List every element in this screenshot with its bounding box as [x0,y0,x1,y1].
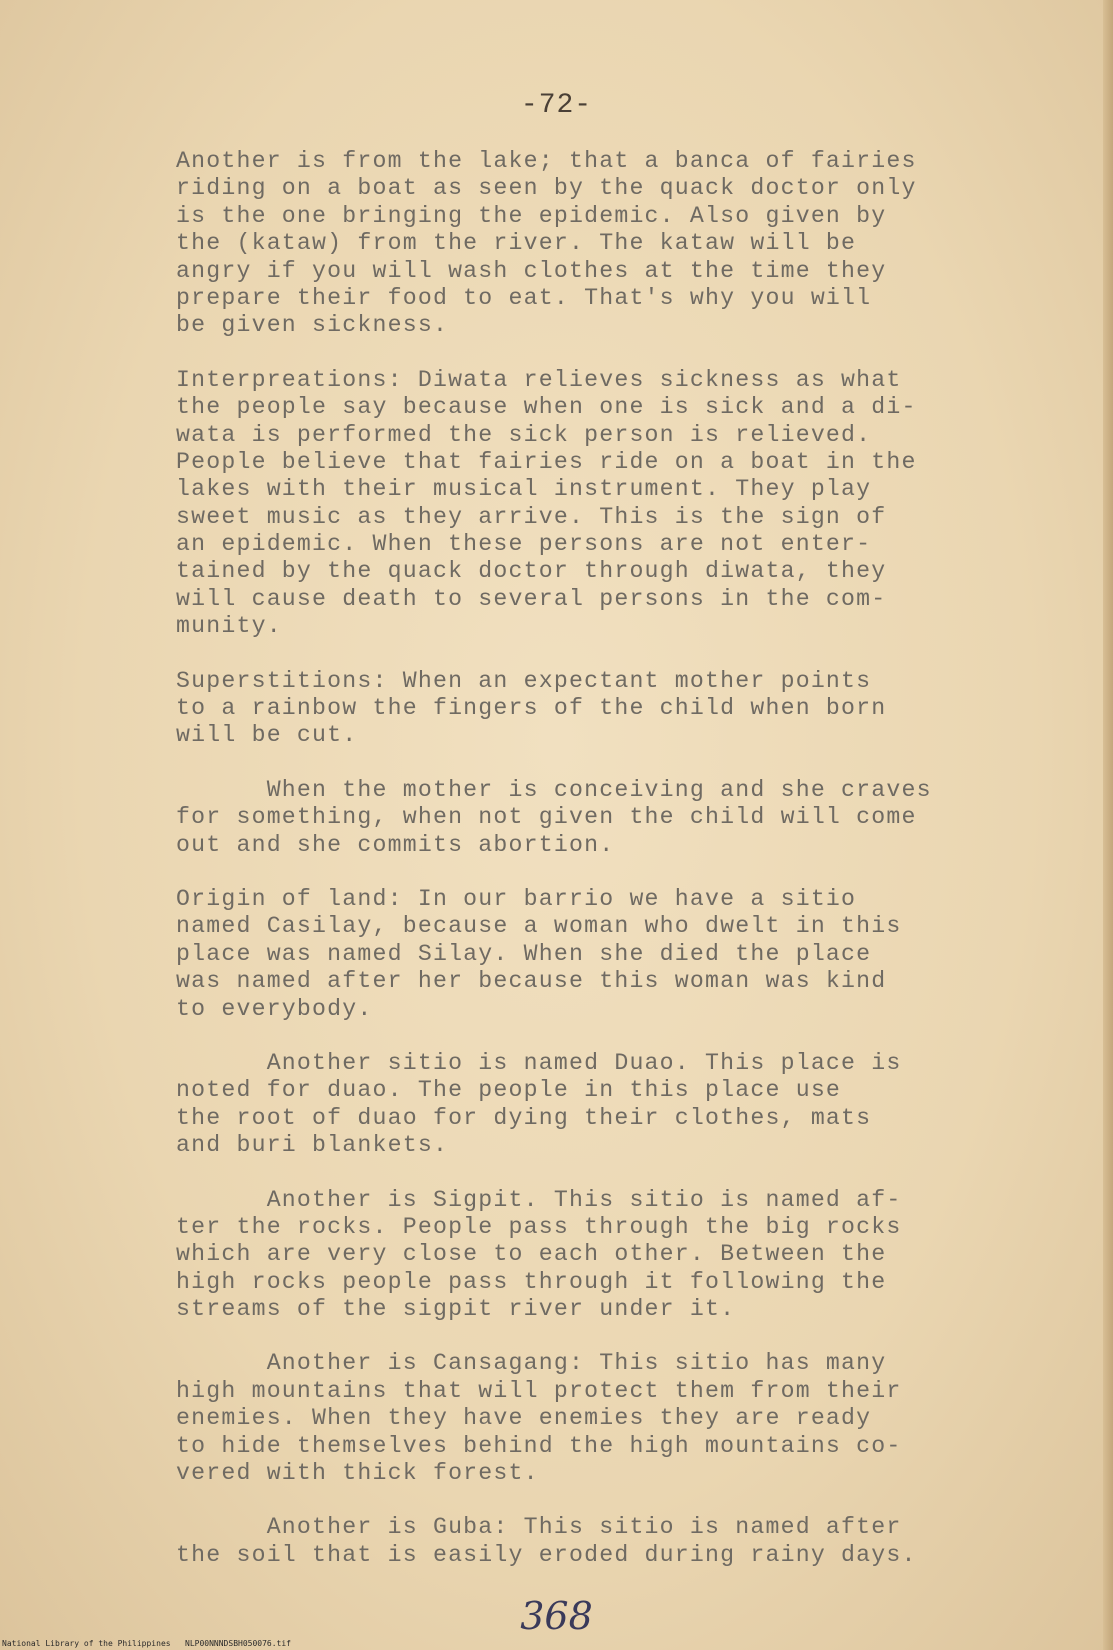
paragraph-gap [176,1487,976,1514]
paragraph-gap [176,1023,976,1050]
text-line: munity. [176,613,282,640]
text-line: will be cut. [176,722,358,749]
text-line: the (kataw) from the river. The kataw will be [176,230,857,257]
text-line: Superstitions: When an expectant mother points [176,667,872,694]
text-line: be given sickness. [176,312,449,339]
text-line: will cause death to several persons in the com- [176,585,887,612]
text-line: prepare their food to eat. That's why you will [176,284,872,311]
text-line: to everybody. [176,995,373,1022]
text-line: noted for duao. The people in this place use [176,1077,842,1104]
text-line: Interpreations: Diwata relieves sickness as what [176,366,902,393]
text-line: When the mother is conceiving and she craves [176,776,932,803]
text-line: which are very close to each other. Between the [176,1241,887,1268]
archive-footer-label: National Library of the Philippines NLP00NNNDSBH050076.tif [2,1639,291,1648]
text-line: the people say because when one is sick and a di- [176,394,917,421]
text-line: Another is Sigpit. This sitio is named af- [176,1186,902,1213]
paragraph-gap [176,1323,976,1350]
text-line: the root of duao for dying their clothes, mats [176,1104,872,1131]
text-line: the soil that is easily eroded during rainy days. [176,1541,917,1568]
text-line: high mountains that will protect them from their [176,1377,902,1404]
text-line: lakes with their musical instrument. They play [176,476,872,503]
text-line: angry if you will wash clothes at the time they [176,257,887,284]
paragraph-gap [176,859,976,886]
text-line: riding on a boat as seen by the quack doctor only [176,175,917,202]
text-line: Origin of land: In our barrio we have a sitio [176,885,857,912]
handwritten-folio-number: 368 [520,1594,593,1638]
text-line: Another is from the lake; that a banca of fairies [176,148,917,174]
text-line: for something, when not given the child will come [176,804,917,831]
text-line: high rocks people pass through it following the [176,1268,887,1295]
page-number: -72- [520,90,593,121]
paragraph-gap [176,750,976,777]
text-line: to hide themselves behind the high mountains co- [176,1432,902,1459]
paragraph-gap [176,1160,976,1187]
text-line: tained by the quack doctor through diwata, they [176,558,887,585]
text-line: sweet music as they arrive. This is the sign of [176,503,887,530]
text-line: People believe that fairies ride on a boat in the [176,448,917,475]
text-line: was named after her because this woman was kind [176,968,887,995]
text-line: an epidemic. When these persons are not enter- [176,531,872,558]
text-line: wata is performed the sick person is relieved. [176,421,872,448]
paragraph-gap [176,340,976,367]
text-line: Another sitio is named Duao. This place is [176,1049,902,1076]
typed-text-body [176,148,976,1569]
text-line: is the one bringing the epidemic. Also given by [176,202,887,229]
text-line: vered with thick forest. [176,1460,539,1487]
text-line: ter the rocks. People pass through the big rocks [176,1213,902,1240]
text-line: and buri blankets. [176,1132,449,1159]
text-line: out and she commits abortion. [176,831,615,858]
paper-edge [1103,0,1113,1650]
text-line: streams of the sigpit river under it. [176,1296,736,1323]
text-line: named Casilay, because a woman who dwelt in this [176,913,902,940]
text-line: Another is Guba: This sitio is named after [176,1514,902,1541]
text-line: place was named Silay. When she died the place [176,940,872,967]
text-line: to a rainbow the fingers of the child when born [176,695,887,722]
paragraph-gap [176,641,976,668]
text-line: Another is Cansagang: This sitio has many [176,1350,887,1377]
text-line: enemies. When they have enemies they are ready [176,1405,872,1432]
